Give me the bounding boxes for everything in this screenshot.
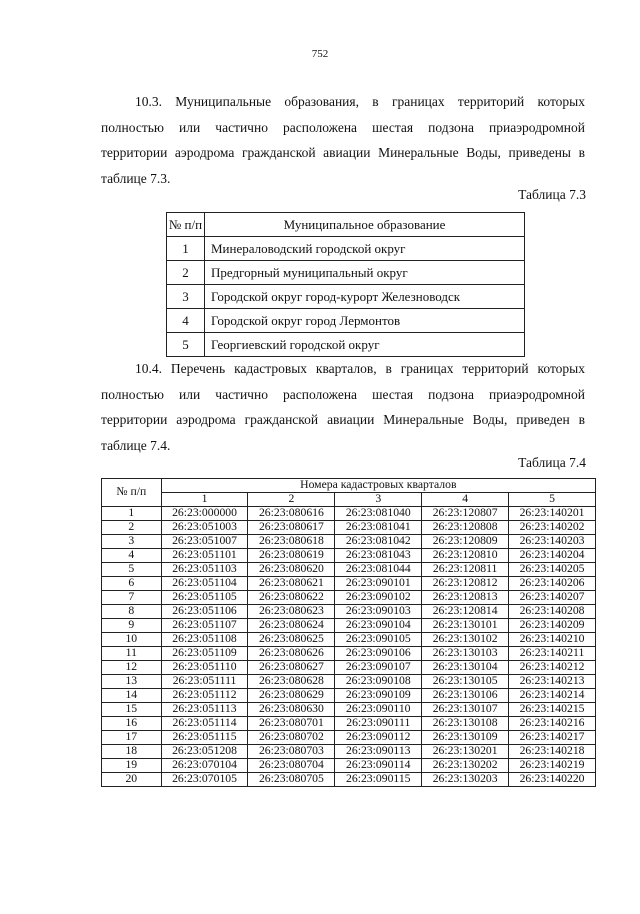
table-row [102,549,596,563]
cadastral-quarter-cell: 26:23:130103 [422,647,509,661]
cadastral-quarter-cell: 26:23:130201 [422,745,509,759]
group-header: Номера кадастровых кварталов [161,479,595,493]
cadastral-quarter-cell: 26:23:051109 [161,647,248,661]
table-7-4 [101,478,596,787]
cadastral-quarter-cell: 26:23:090108 [335,675,422,689]
cadastral-quarter-cell: 26:23:140207 [509,591,596,605]
cadastral-quarter-cell: 26:23:080624 [248,619,335,633]
cadastral-quarter-cell: 26:23:090113 [335,745,422,759]
table-row [102,619,596,633]
cadastral-quarter-cell: 26:23:051114 [161,717,248,731]
cadastral-quarter-cell: 26:23:051107 [161,619,248,633]
column-header: № п/п [167,213,205,237]
cadastral-quarter-cell: 26:23:140210 [509,633,596,647]
paragraph-line: территории аэродрома гражданской авиации Минеральные Воды, приведен в [101,412,585,427]
cadastral-quarter-cell: 26:23:090112 [335,731,422,745]
row-number: 10 [102,633,162,647]
table-row [102,773,596,787]
cadastral-quarter-cell: 26:23:080626 [248,647,335,661]
cadastral-quarter-cell: 26:23:081043 [335,549,422,563]
municipality-name: Предгорный муниципальный округ [205,261,525,285]
cadastral-quarter-cell: 26:23:130202 [422,759,509,773]
paragraph-line: таблице 7.4. [101,437,171,453]
table-row [102,507,596,521]
cadastral-quarter-cell: 26:23:080616 [248,507,335,521]
cadastral-quarter-cell: 26:23:080620 [248,563,335,577]
cadastral-quarter-cell: 26:23:070105 [161,773,248,787]
cadastral-quarter-cell: 26:23:140214 [509,689,596,703]
row-number: 5 [102,563,162,577]
cadastral-quarter-cell: 26:23:130203 [422,773,509,787]
cadastral-quarter-cell: 26:23:051106 [161,605,248,619]
column-header: 4 [422,493,509,507]
paragraph-line: полностью или частично расположена шестая подзона приаэродромной [101,119,585,135]
paragraph-line: таблице 7.3. [101,170,171,186]
table-row [102,563,596,577]
cadastral-quarter-cell: 26:23:120812 [422,577,509,591]
row-number: 17 [102,731,162,745]
cadastral-quarter-cell: 26:23:080628 [248,675,335,689]
cadastral-quarter-cell: 26:23:090105 [335,633,422,647]
row-number: 3 [167,285,205,309]
paragraph-line: 10.3. Муниципальные образования, в границах территорий которых [135,94,585,109]
cadastral-quarter-cell: 26:23:080703 [248,745,335,759]
row-number: 16 [102,717,162,731]
cadastral-quarter-cell: 26:23:051101 [161,549,248,563]
table-row [102,731,596,745]
page-number: 752 [311,48,329,60]
row-number: 4 [167,309,205,333]
table-header-row [102,493,596,507]
table-row [102,675,596,689]
cadastral-quarter-cell: 26:23:051208 [161,745,248,759]
municipality-name: Городской округ город-курорт Железноводск [205,285,525,309]
table-row [102,647,596,661]
row-number: 8 [102,605,162,619]
cadastral-quarter-cell: 26:23:051110 [161,661,248,675]
cadastral-quarter-cell: 26:23:130101 [422,619,509,633]
table-row [102,591,596,605]
cadastral-quarter-cell: 26:23:051104 [161,577,248,591]
table-row [167,333,525,357]
cadastral-quarter-cell: 26:23:140220 [509,773,596,787]
paragraph-10-4 [101,356,585,458]
cadastral-quarter-cell: 26:23:140206 [509,577,596,591]
cadastral-quarter-cell: 26:23:130102 [422,633,509,647]
row-number: 20 [102,773,162,787]
cadastral-quarter-cell: 26:23:140211 [509,647,596,661]
cadastral-quarter-cell: 26:23:051003 [161,521,248,535]
cadastral-quarter-cell: 26:23:090115 [335,773,422,787]
cadastral-quarter-cell: 26:23:080630 [248,703,335,717]
table-row [102,745,596,759]
row-number: 5 [167,333,205,357]
row-number: 14 [102,689,162,703]
cadastral-quarter-cell: 26:23:051115 [161,731,248,745]
cadastral-quarter-cell: 26:23:120809 [422,535,509,549]
row-number: 6 [102,577,162,591]
cadastral-quarter-cell: 26:23:120813 [422,591,509,605]
row-number: 15 [102,703,162,717]
column-header: Муниципальное образование [205,213,525,237]
cadastral-quarter-cell: 26:23:140217 [509,731,596,745]
municipality-name: Георгиевский городской округ [205,333,525,357]
cadastral-quarter-cell: 26:23:140213 [509,675,596,689]
table-row [167,237,525,261]
table-body [102,507,596,787]
cadastral-quarter-cell: 26:23:090101 [335,577,422,591]
cadastral-quarter-cell: 26:23:120810 [422,549,509,563]
cadastral-quarter-cell: 26:23:080627 [248,661,335,675]
table-row [102,521,596,535]
row-number: 9 [102,619,162,633]
cadastral-quarter-cell: 26:23:080702 [248,731,335,745]
cadastral-quarter-cell: 26:23:130108 [422,717,509,731]
paragraph-line: полностью или частично расположена шестая подзона приаэродромной [101,386,585,402]
cadastral-quarter-cell: 26:23:080629 [248,689,335,703]
cadastral-quarter-cell: 26:23:090103 [335,605,422,619]
cadastral-quarter-cell: 26:23:140219 [509,759,596,773]
municipality-name: Городской округ город Лермонтов [205,309,525,333]
cadastral-quarter-cell: 26:23:080621 [248,577,335,591]
cadastral-quarter-cell: 26:23:090106 [335,647,422,661]
table-7-4-caption: Таблица 7.4 [518,455,586,470]
cadastral-quarter-cell: 26:23:090110 [335,703,422,717]
cadastral-quarter-cell: 26:23:080619 [248,549,335,563]
cadastral-quarter-cell: 26:23:051105 [161,591,248,605]
table-row [102,717,596,731]
paragraph-10-3 [101,89,585,191]
paragraph-line: территории аэродрома гражданской авиации Минеральные Воды, приведены в [101,145,585,160]
row-number: 3 [102,535,162,549]
table-row [102,633,596,647]
table-row [102,689,596,703]
table-row [102,703,596,717]
cadastral-quarter-cell: 26:23:090102 [335,591,422,605]
cadastral-quarter-cell: 26:23:140208 [509,605,596,619]
cadastral-quarter-cell: 26:23:070104 [161,759,248,773]
column-header: 3 [335,493,422,507]
column-header: 1 [161,493,248,507]
table-row [167,309,525,333]
cadastral-quarter-cell: 26:23:080705 [248,773,335,787]
cadastral-quarter-cell: 26:23:140203 [509,535,596,549]
row-number: 1 [167,237,205,261]
cadastral-quarter-cell: 26:23:140205 [509,563,596,577]
row-number: 7 [102,591,162,605]
table-row [167,261,525,285]
column-header: 5 [509,493,596,507]
table-row [167,285,525,309]
table-7-3-caption: Таблица 7.3 [518,187,586,202]
cadastral-quarter-cell: 26:23:090107 [335,661,422,675]
cadastral-quarter-cell: 26:23:140216 [509,717,596,731]
cadastral-quarter-cell: 26:23:140209 [509,619,596,633]
cadastral-quarter-cell: 26:23:080618 [248,535,335,549]
cadastral-quarter-cell: 26:23:000000 [161,507,248,521]
cadastral-quarter-cell: 26:23:130109 [422,731,509,745]
cadastral-quarter-cell: 26:23:130104 [422,661,509,675]
cadastral-quarter-cell: 26:23:051108 [161,633,248,647]
cadastral-quarter-cell: 26:23:120811 [422,563,509,577]
column-header: 2 [248,493,335,507]
cadastral-quarter-cell: 26:23:081042 [335,535,422,549]
cadastral-quarter-cell: 26:23:130107 [422,703,509,717]
table-header-row [102,479,596,493]
row-number: 18 [102,745,162,759]
row-number: 19 [102,759,162,773]
cadastral-quarter-cell: 26:23:140215 [509,703,596,717]
row-number: 12 [102,661,162,675]
cadastral-quarter-cell: 26:23:120807 [422,507,509,521]
cadastral-quarter-cell: 26:23:130105 [422,675,509,689]
cadastral-quarter-cell: 26:23:090111 [335,717,422,731]
cadastral-quarter-cell: 26:23:080617 [248,521,335,535]
cadastral-quarter-cell: 26:23:140201 [509,507,596,521]
paragraph-line: 10.4. Перечень кадастровых кварталов, в границах территорий которых [135,361,585,376]
cadastral-quarter-cell: 26:23:140204 [509,549,596,563]
table-row [102,759,596,773]
cadastral-quarter-cell: 26:23:081040 [335,507,422,521]
cadastral-quarter-cell: 26:23:080704 [248,759,335,773]
cadastral-quarter-cell: 26:23:090109 [335,689,422,703]
cadastral-quarter-cell: 26:23:140218 [509,745,596,759]
row-number: 2 [102,521,162,535]
cadastral-quarter-cell: 26:23:140202 [509,521,596,535]
cadastral-quarter-cell: 26:23:090104 [335,619,422,633]
cadastral-quarter-cell: 26:23:051113 [161,703,248,717]
cadastral-quarter-cell: 26:23:120808 [422,521,509,535]
cadastral-quarter-cell: 26:23:090114 [335,759,422,773]
cadastral-quarter-cell: 26:23:051103 [161,563,248,577]
table-header-row [167,213,525,237]
cadastral-quarter-cell: 26:23:140212 [509,661,596,675]
row-number: 11 [102,647,162,661]
cadastral-quarter-cell: 26:23:080623 [248,605,335,619]
cadastral-quarter-cell: 26:23:130106 [422,689,509,703]
table-body [167,237,525,357]
cadastral-quarter-cell: 26:23:080625 [248,633,335,647]
row-number: 4 [102,549,162,563]
table-row [102,605,596,619]
table-row [102,661,596,675]
cadastral-quarter-cell: 26:23:120814 [422,605,509,619]
row-number: 13 [102,675,162,689]
row-number: 2 [167,261,205,285]
table-row [102,535,596,549]
table-7-3 [166,212,525,357]
cadastral-quarter-cell: 26:23:051112 [161,689,248,703]
cadastral-quarter-cell: 26:23:051111 [161,675,248,689]
cadastral-quarter-cell: 26:23:080701 [248,717,335,731]
municipality-name: Минераловодский городской округ [205,237,525,261]
row-number: 1 [102,507,162,521]
cadastral-quarter-cell: 26:23:081041 [335,521,422,535]
cadastral-quarter-cell: 26:23:080622 [248,591,335,605]
table-row [102,577,596,591]
column-header: № п/п [102,479,162,507]
cadastral-quarter-cell: 26:23:051007 [161,535,248,549]
cadastral-quarter-cell: 26:23:081044 [335,563,422,577]
